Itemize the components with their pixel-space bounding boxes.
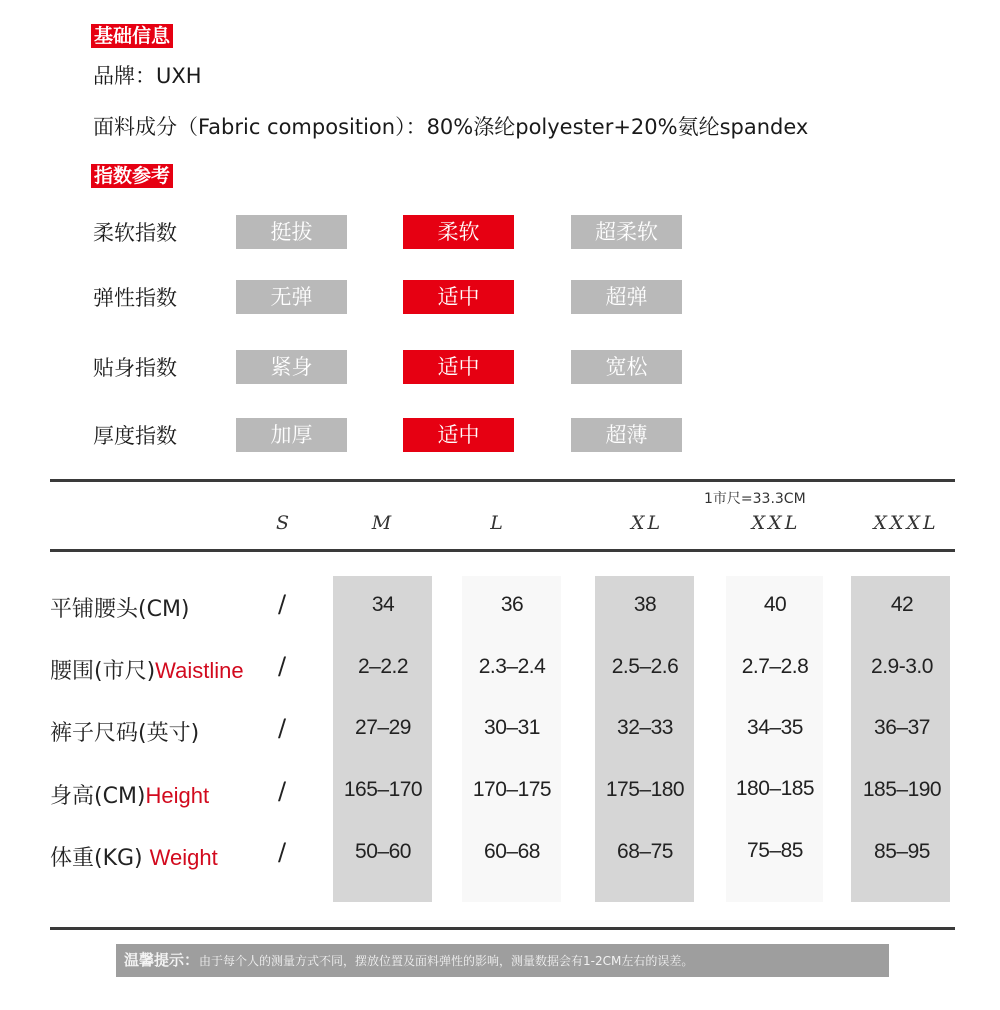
cell-l: 170–175: [472, 778, 552, 801]
softness-option-extra-soft: 超柔软: [571, 215, 682, 249]
cell-l: 60–68: [484, 840, 540, 863]
thickness-option-thick: 加厚: [236, 418, 347, 452]
fabric-composition-line: 面料成分（Fabric composition）：80%涤纶polyester+20%氨纶spandex: [93, 115, 809, 139]
cell-xl: 38: [633, 593, 657, 616]
row-label-weight: 体重(KG) Weight: [50, 845, 218, 871]
elasticity-option-none: 无弹: [236, 280, 347, 314]
cell-m: 27–29: [355, 716, 411, 739]
size-s-value: /: [278, 838, 287, 866]
cell-m: 50–60: [355, 840, 411, 863]
cell-l: 36: [500, 593, 524, 616]
cell-xxxl: 2.9-3.0: [871, 655, 933, 678]
size-header-m: M: [371, 512, 395, 534]
cell-xl: 32–33: [617, 716, 673, 739]
row-label-height: 身高(CM)Height: [50, 783, 210, 809]
size-header-s: S: [275, 512, 293, 534]
cell-xl: 2.5–2.6: [611, 655, 679, 678]
table-top-rule: [50, 479, 955, 482]
elasticity-option-moderate-active: 适中: [403, 280, 514, 314]
elasticity-index-label: 弹性指数: [93, 286, 177, 310]
cell-xxl: 40: [763, 593, 787, 616]
tip-text: 由于每个人的测量方式不同，摆放位置及面料弹性的影响，测量数据会有1-2CM左右的误差。: [199, 954, 694, 968]
tip-lead: 温馨提示：: [124, 951, 200, 969]
cell-xxl: 2.7–2.8: [741, 655, 809, 678]
fit-option-tight: 紧身: [236, 350, 347, 384]
basic-info-tag: 基础信息: [91, 24, 173, 48]
thickness-option-ultra-thin: 超薄: [571, 418, 682, 452]
fit-option-moderate-active: 适中: [403, 350, 514, 384]
cell-xl: 68–75: [617, 840, 673, 863]
table-header-rule: [50, 549, 955, 552]
cell-m: 165–170: [343, 778, 423, 801]
cell-xxxl: 85–95: [874, 840, 930, 863]
row-label-pants-size: 裤子尺码(英寸): [50, 721, 200, 746]
cell-l: 30–31: [484, 716, 540, 739]
softness-option-soft-active: 柔软: [403, 215, 514, 249]
size-header-xxl: XXL: [751, 512, 801, 534]
thickness-option-moderate-active: 适中: [403, 418, 514, 452]
cell-m: 2–2.2: [357, 655, 409, 678]
measurement-tip-bar: [116, 944, 889, 977]
size-header-xl: XL: [630, 512, 664, 534]
row-label-waist-flat: 平铺腰头(CM): [50, 597, 190, 622]
cell-xxxl: 185–190: [862, 778, 942, 801]
size-s-value: /: [278, 777, 287, 805]
cell-xxl: 34–35: [747, 716, 803, 739]
softness-index-label: 柔软指数: [93, 221, 177, 245]
fit-index-label: 贴身指数: [93, 356, 177, 380]
table-bottom-rule: [50, 927, 955, 930]
size-header-xxxl: XXXL: [873, 512, 939, 534]
softness-option-stiff: 挺拔: [236, 215, 347, 249]
cell-xl: 175–180: [605, 778, 685, 801]
cell-l: 2.3–2.4: [478, 655, 546, 678]
size-header-l: L: [490, 512, 506, 534]
size-s-value: /: [278, 590, 287, 618]
brand-line: 品牌：UXH: [93, 64, 202, 88]
cell-m: 34: [371, 593, 395, 616]
cell-xxxl: 42: [890, 593, 914, 616]
unit-conversion-note: 1市尺=33.3CM: [704, 491, 806, 507]
elasticity-option-super: 超弹: [571, 280, 682, 314]
thickness-index-label: 厚度指数: [93, 424, 177, 448]
cell-xxl: 75–85: [747, 839, 803, 862]
cell-xxxl: 36–37: [874, 716, 930, 739]
index-reference-tag: 指数参考: [91, 164, 173, 188]
fit-option-loose: 宽松: [571, 350, 682, 384]
size-s-value: /: [278, 652, 287, 680]
row-label-waistline: 腰围(市尺)Waistline: [50, 658, 244, 684]
size-s-value: /: [278, 714, 287, 742]
cell-xxl: 180–185: [735, 777, 815, 800]
